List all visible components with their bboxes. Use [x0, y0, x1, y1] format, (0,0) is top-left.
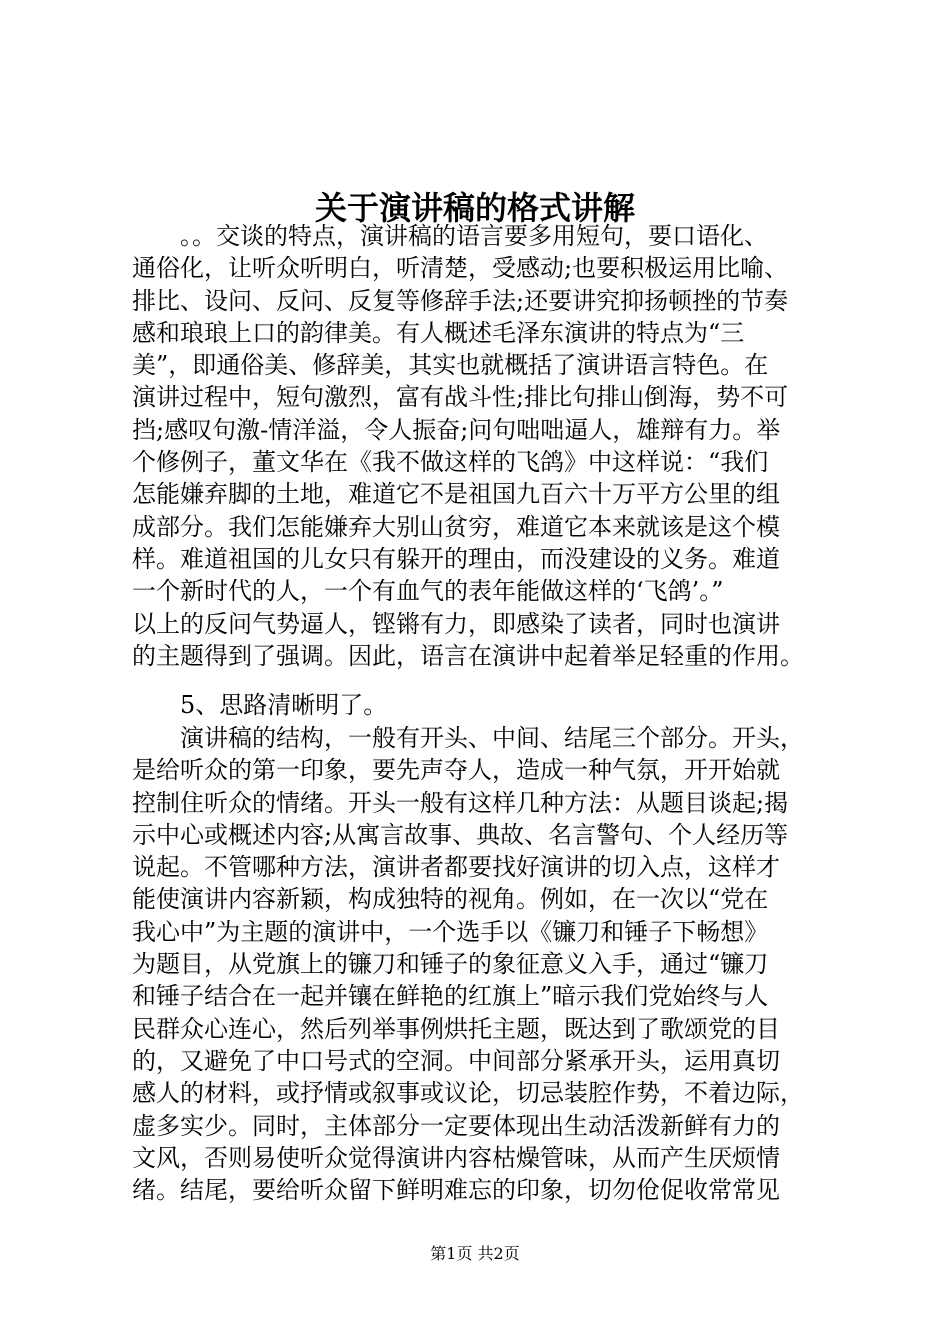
text-line: 成部分。我们怎能嫌弃大别山贫穷，难道它本来就该是这个模	[132, 512, 780, 541]
text-line: 虚多实少。同时，主体部分一定要体现出生动活泼新鲜有力的	[132, 1111, 780, 1140]
text-line: 排比、设问、反问、反复等修辞手法;还要讲究抑扬顿挫的节奏	[132, 286, 789, 315]
text-line: 感和琅琅上口的韵律美。有人概述毛泽东演讲的特点为“三	[132, 318, 745, 347]
page-footer: 第1页 共2页	[430, 1244, 520, 1263]
text-line: 演讲过程中，短句激烈，富有战斗性;排比句排山倒海，势不可	[132, 383, 789, 412]
text-line: 怎能嫌弃脚的土地，难道它不是祖国九百六十万平方公里的组	[132, 480, 780, 509]
text-line: 文风，否则易使听众觉得演讲内容枯燥管味，从而产生厌烦情	[132, 1143, 780, 1172]
section-heading-5	[132, 689, 832, 721]
paragraph-2	[132, 722, 832, 1206]
text-line: 示中心或概述内容;从寓言故事、典故、名言警句、个人经历等	[132, 820, 789, 849]
page-title: 关于演讲稿的格式讲解	[314, 189, 635, 227]
text-line: 演讲稿的结构，一般有开头、中间、结尾三个部分。开头，	[132, 724, 804, 752]
text-line: 的主题得到了强调。因此，语言在演讲中起着举足轻重的作用。	[132, 641, 804, 670]
text-line: 能使演讲内容新颖，构成独特的视角。例如，在一次以“党在	[132, 885, 769, 914]
text-line: 。。交谈的特点，演讲稿的语言要多用短句，要口语化、	[132, 222, 768, 250]
text-line: 控制住听众的情绪。开头一般有这样几种方法：从题目谈起;揭	[132, 788, 789, 817]
text-line: 绪。结尾，要给听众留下鲜明难忘的印象，切勿伧促收常常见	[132, 1176, 780, 1205]
text-line: 以上的反问气势逼人，铿锵有力，即感染了读者，同时也演讲	[132, 609, 780, 638]
text-line: 的，又避免了中口号式的空洞。中间部分紧承开头，运用真切	[132, 1046, 780, 1075]
text-line: 通俗化，让听众听明白，听清楚，受感动;也要积极运用比喻、	[132, 254, 789, 283]
text-line: 感人的材料，或抒情或叙事或议论，切忌装腔作势，不着边际，	[132, 1079, 804, 1108]
text-line: 美”，即通俗美、修辞美，其实也就概括了演讲语言特色。在	[132, 351, 769, 380]
paragraph-1	[132, 220, 832, 672]
text-line: 为题目，从党旗上的镰刀和锤子的象征意义入手，通过“镰刀	[132, 950, 769, 979]
text-line: 和锤子结合在一起并镶在鲜艳的红旗上”暗示我们党始终与人	[132, 982, 769, 1011]
text-line: 个修例子，董文华在《我不做这样的飞鸽》中这样说：“我们	[132, 448, 769, 477]
text-line: 民群众心连心，然后列举事例烘托主题，既达到了歌颂党的目	[132, 1014, 780, 1043]
text-line: 样。难道祖国的儿女只有躲开的理由，而没建设的义务。难道	[132, 544, 780, 573]
text-line: 我心中”为主题的演讲中，一个选手以《镰刀和锤子下畅想》	[132, 917, 769, 946]
text-line: 5、思路清晰明了。	[132, 691, 388, 719]
text-line: 说起。不管哪种方法，演讲者都要找好演讲的切入点，这样才	[132, 853, 780, 882]
text-line: 挡;感叹句激-情洋溢，令人振奋;问句咄咄逼人，雄辩有力。举	[132, 415, 781, 444]
text-line: 一个新时代的人，一个有血气的表年能做这样的‘飞鸽’。”	[132, 577, 724, 606]
text-line: 是给听众的第一印象，要先声夺人，造成一种气氛，开开始就	[132, 756, 780, 785]
